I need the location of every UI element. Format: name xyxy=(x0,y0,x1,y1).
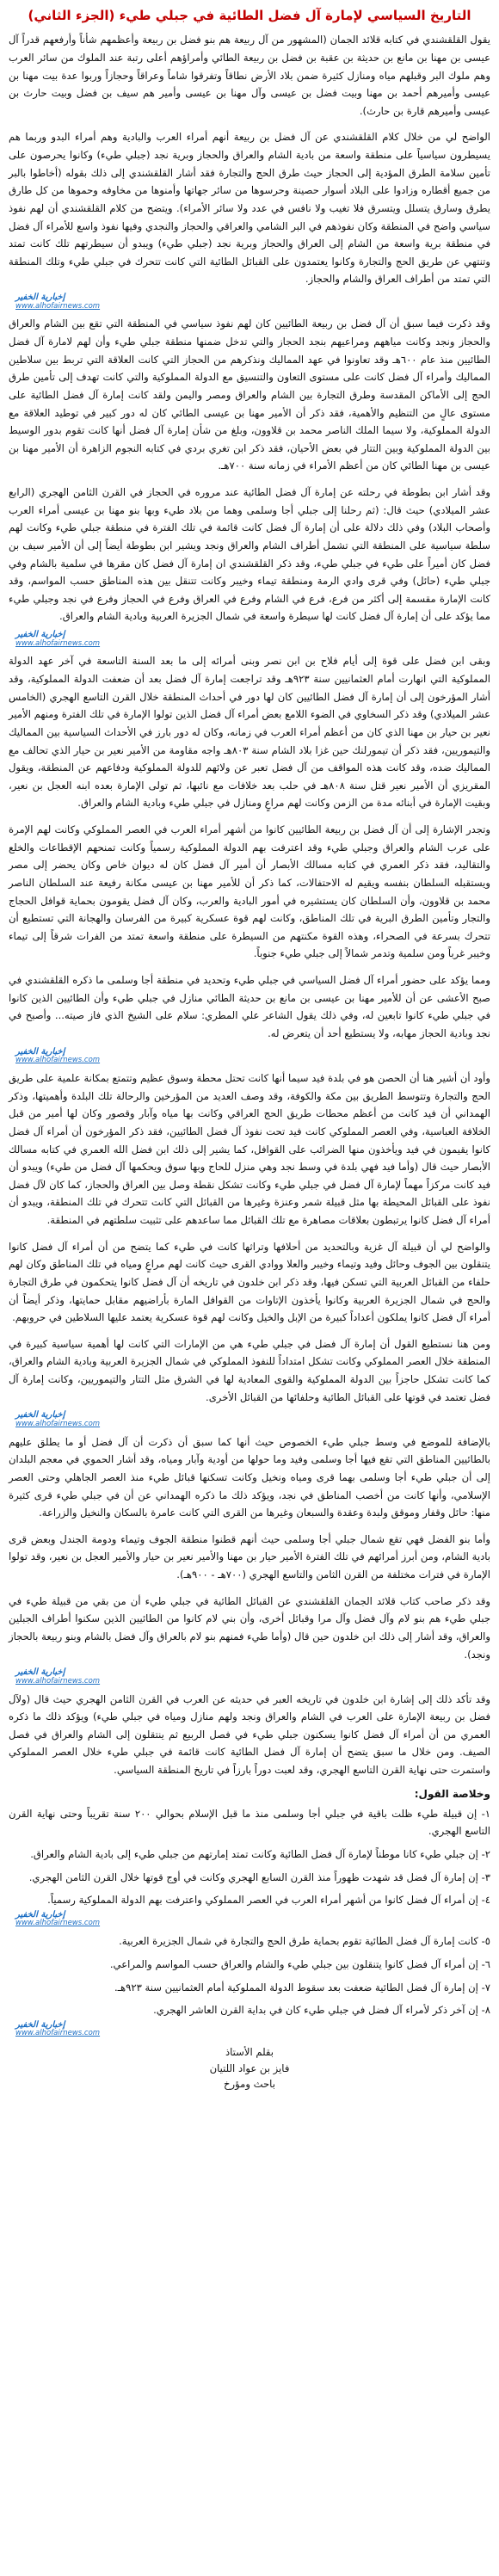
paragraph-2: الواضح لي من خلال كلام القلقشندي عن آل فضل بن ربيعة أنهم أمراء العرب والبادية وهم أمراء البدو وربما هم يسيطرون سياسياً على منطقة واسعة من بادية الشام والعراق والحجاز وبرية نجد (جبلي طيء) وكانوا يحرصون على تأمين سلامة الطرق المؤدية إلى الحجاز حيث طرق الحج والتجارة فقد أشار القلقشندي إلى ذلك بقوله (أخاطوا بالبر من جميع أقطاره وزادوا على البلاد أسوار حصينة وحرسوها من سائر جهاتها وأمنوها من مخاوفه وحموها من كل طارق يطرق وسارق يتسلل ويتسرق فلا تغيب ولا نافس في عدد ولا سائر الأمراء). ويتضح من كلام القلقشندي أن لهم نفوذ سياسي واضح في المنطقة وكان نفوذهم في البر الشامي والعراقي والحجاز والنجدي وفيها نفوذ واسع للأمراء آل فضل في منطقة برية واسعة من الشام إلى العراق والحجاز وبرية نجد (جبلي طيء) ويبدو أن سيطرتهم تلك كانت تمتد وتنتهي عن طريق الحج والتجارة وكانوا يعتمدون على القبائل الطائية التي كانت تتحرك في جبلي طيء وتلك المنطقة التي تمتد من أطراف العراق والشام والحجاز. xyxy=(9,131,490,286)
conclusion-item: ٣- إن إمارة آل فضل قد شهدت ظهوراً منذ القرن السابع الهجري وكانت في أوج قوتها خلال القرن الثامن الهجري. xyxy=(28,1870,490,1883)
watermark xyxy=(15,1048,490,1064)
watermark-arabic: إخبارية الخفير xyxy=(15,1909,65,1920)
conclusion-item: ٤- إن أمراء آل فضل كانوا من أشهر أمراء العرب في العصر المملوكي واعترفت بهم الدولة المملوكية رسمياً. xyxy=(47,1894,490,1907)
author-name: فايز بن عواد اللتيان xyxy=(209,2061,290,2074)
conclusion-item: ٦- إن أمراء آل فضل كانوا يتنقلون بين جبلي طيء والشام والعراق حسب المواسم والمراعي. xyxy=(109,1957,490,1970)
watermark-arabic: إخبارية الخفير xyxy=(15,1410,65,1420)
paragraph-11: بالإضافة للموضع في وسط جبلي طيء الخصوص حيث أنها كما سبق أن ذكرت أن آل فضل أو ما يطلق عليهم بالطائيين المناطق التي تقع فيها أجا وسلمى وفيد وما حولها من أودية وآبار ومياه، وقد أشار الحموي في معجم البلدان إلى أن جبلي طيء أجا وسلمى بهما قرى ومياه ونخيل وكانت تسكنها قبائل طيء منذ العصر الجاهلي وحتى العصر الإسلامي، وأنها كانت من أخصب المناطق في نجد، ويؤكد ذلك ما ذكره الهمداني عن أن في جبلي طيء قرى كثيرة منها: حائل وقفار وموقق ولبدة وعقدة والسبعان وغيرها من القرى التي كانت عامرة بالسكان والنخيل والزراعة. xyxy=(9,1435,490,1519)
author-role: باحث ومؤرخ xyxy=(224,2078,275,2091)
paragraph-4: وقد أشار ابن بطوطة في رحلته عن إمارة آل فضل الطائية عند مروره في الحجاز في القرن الثامن الهجري (الرابع عشر الميلادي) حيث قال: (ثم رحلنا إلى جبلي أجا وسلمى وهما من بلاد طيء وبها بنو مهنا بن عيسى أمراء العرب وأصحاب البلاد) وفي ذلك دلالة على أن إمارة آل فضل كانت قائمة في تلك الفترة في منطقة جبلي طيء وكانت لهم سلطة سياسية على المنطقة التي تشمل أطراف الشام والعراق ونجد ويشير ابن بطوطة أيضاً إلى أن الأمير سيف بن فضل كان أميراً على طيء في جبلي طيء، وقد ذكر القلقشندي ان إمارة آل فضل كان مقرها في سلمية بالشام وفي جبلي طيء (حائل) وفي قرى وادي الرمة ومنطقة تيماء وخيبر وكانت تتنقل بين هذه المناطق حسب المواسم، وقد كانت الإمارة مقسمة إلى أكثر من فرع، فرع في الشام وفرع في العراق وفرع في الحجاز وفرع في نجد وجبلي طيء مما يؤكد على أن إمارة آل فضل كانت لها سيطرة واسعة في شمال الجزيرة العربية وبادية الشام والعراق. xyxy=(9,486,490,623)
watermark xyxy=(15,631,490,647)
conclusion-title: وخلاصة القول: xyxy=(414,1787,490,1800)
watermark xyxy=(15,1668,490,1685)
watermark-url[interactable]: www.alhofairnews.com xyxy=(15,638,101,648)
watermark-arabic: إخبارية الخفير xyxy=(15,293,65,302)
watermark-arabic: إخبارية الخفير xyxy=(15,1046,65,1057)
paragraph-13: وقد ذكر صاحب كتاب قلائد الجمان القلقشندي عن القبائل الطائية في جبلي طيء أن من بقي من قبيلة طيء في جبلي طيء هم بنو لام وآل فضل وآل مرا وقبائل أخرى، وأن بني لام كانوا من الطائيين الذين سكنوا أطراف الجبلين والعراق، وقد أشار إلى ذلك ابن خلدون حين قال (وأما طيء فمنهم بنو لام بالعراق وآل فضل بالشام وبنو ربيعة بالحجاز ونجد). xyxy=(9,1594,490,1661)
signature-by: بقلم الأستاذ xyxy=(225,2046,274,2059)
paragraph-10: ومن هنا نستطيع القول أن إمارة آل فضل في جبلي طيء هي من الإمارات التي كانت لها أهمية سياسية كبيرة في المنطقة خلال العصر المملوكي وكانت تشكل امتداداً للنفوذ المملوكي في شمال الجزيرة العربية وبادية الشام والعراق، كما كانت تشكل حاجزاً بين الدولة المملوكية والقوى المعادية لها في الشرق مثل التتار والتيموريين، وكانت إمارة آل فضل تعتمد في قوتها على القبائل الطائية وحلفائها من القبائل الأخرى. xyxy=(9,1337,490,1403)
paragraph-14: وقد تأكد ذلك إلى إشارة ابن خلدون في تاريخه العبر في حديثه عن العرب في القرن الثامن الهجري حيث قال (ولآل فضل بن ربيعة الإمارة على العرب في الشام والعراق ونجد ولهم منازل ومياه في جبلي طيء) ويؤكد ذلك ما ذكره العمري من أن أمراء آل فضل كانوا يسكنون جبلي طيء في فصل الربيع ثم ينتقلون إلى الشام والعراق في فصل الصيف. ومن خلال ما سبق يتضح أن إمارة آل فضل الطائية كانت قائمة في جبلي طيء خلال العصر المملوكي واستمرت حتى نهاية القرن التاسع الهجري، وقد لعبت دوراً بارزاً في تاريخ المنطقة السياسي. xyxy=(9,1692,490,1777)
conclusion-item: ٢- إن جبلي طيء كانا موطناً لإمارة آل فضل الطائية وكانت تمتد إمارتهم من جبلي طيء إلى بادية الشام والعراق. xyxy=(30,1847,490,1860)
conclusion-item: ٨- إن آخر ذكر لأمراء آل فضل في جبلي طيء كان في بداية القرن العاشر الهجري. xyxy=(153,2004,490,2017)
watermark-url[interactable]: www.alhofairnews.com xyxy=(15,1056,101,1065)
conclusion-item: ٥- كانت إمارة آل فضل الطائية تقوم بحماية طرق الحج والتجارة في شمال الجزيرة العربية. xyxy=(119,1935,490,1948)
paragraph-1: يقول القلقشندي في كتابه قلائد الجمان (المشهور من آل ربيعة هم بنو فضل بن ربيعة وأعظمهم شأناً وأرفعهم قدراً آل عيسى بن مهنا بن مانع بن حديثة بن عقبة بن فضل بن ربيعة الطائي وأمراؤهم أعلى رتبة عند الملوك من سائر العرب وهم ملوك البر وقبلهم مياه ومنازل كثيرة ضمن بلاد الأرض نطاقاً وتفرقوا شاماً وعراقاً وحجازاً وربوا عدة بيت مهنا بن عيسى وأميرهم أحمد بن مهنا وبيت فضل بن عيسى وآل مهنا بن عيسى وأمير هم سيف بن فضل وبيت حارث بن عيسى وأميرهم قارة بن حارث). xyxy=(9,34,490,117)
watermark-arabic: إخبارية الخفير xyxy=(15,2019,65,2030)
paragraph-6: وتجدر الإشارة إلى أن آل فضل بن ربيعة الطائيين كانوا من أشهر أمراء العرب في العصر المملوكي وكانت لهم الإمرة على عرب الشام والعراق وجبلي طيء وقد اعترفت بهم الدولة المملوكية رسمياً وكانت تمنحهم الإقطاعات والخلع والتقاليد، فقد ذكر العمري في كتابه مسالك الأبصار أن أمير آل فضل كان له ديوان خاص وكان يحضر إلى مصر ويستقبله السلطان بنفسه ويقيم له الاحتفالات، كما ذكر أن للأمير مهنا بن عيسى مكانة رفيعة عند السلطان الناصر محمد بن قلاوون، وأن السلطان كان يستشيره في أمور البادية والعرب، وكان آل فضل يقومون بحماية قوافل الحجاج والتجار وتأمين الطرق البرية في تلك المناطق، وكانت لهم قوة عسكرية كبيرة من الفرسان والهجانة التي تستطيع أن تتحرك بسرعة في الصحراء، وهذه القوة مكنتهم من السيطرة على منطقة واسعة تمتد من الفرات شرقاً إلى تيماء وخيبر غرباً ومن سلمية وتدمر شمالاً إلى جبلي طيء جنوباً. xyxy=(9,823,490,960)
watermark xyxy=(15,293,490,310)
watermark-url[interactable]: www.alhofairnews.com xyxy=(15,301,101,311)
conclusion-item: ١- إن قبيلة طيء ظلت باقية في جبلي أجا وسلمى منذ ما قبل الإسلام بحوالي ٢٠٠ سنة تقريباً وحتى نهاية القرن التاسع الهجري. xyxy=(9,1807,490,1838)
watermark-url[interactable]: www.alhofairnews.com xyxy=(15,1676,101,1685)
watermark-arabic: إخبارية الخفير xyxy=(15,1667,65,1678)
conclusion-item: ٧- إن إمارة آل فضل الطائية ضعفت بعد سقوط الدولة المملوكية أمام العثمانيين سنة ٩٢٣هـ. xyxy=(114,1981,490,1994)
watermark xyxy=(15,2021,490,2037)
author-signature xyxy=(9,2044,490,2092)
paragraph-9: والواضح لي أن قبيلة آل غزية وبالتحديد من أحلافها وتراثها كانت في طيء كما يتضح من أن أمراء آل فضل كانوا يتنقلون بين الجوف وحائل وفيد وتيماء وخيبر والعلا ووادي القرى حيث كانت لهم مراعٍ ومياه في تلك المناطق وكان لهم حلفاء من القبائل العربية التي تسكن فيها، وقد ذكر ابن خلدون في تاريخه أن آل فضل كانوا يتحكمون في طرق التجارة والحج في شمال الجزيرة العربية وكانوا يأخذون الإتاوات من القوافل المارة بأراضيهم مقابل حمايتها، وذكر أيضاً أن أمراء آل فضل كانوا يملكون أعداداً كبيرة من الإبل والخيل وكانت لهم قوة عسكرية يعتمد عليها السلاطين في حروبهم. xyxy=(9,1240,490,1324)
article-title: التاريخ السياسي لإمارة آل فضل الطائية في جبلي طيء (الجزء الثاني) xyxy=(28,8,471,23)
paragraph-7: ومما يؤكد على حضور أمراء آل فضل السياسي في جبلي طيء وتحديد في منطقة أجا وسلمى ما ذكره القلقشندي في صبح الأعشى عن أن للأمير مهنا بن عيسى بن مانع بن حديثة الطائي منازل في جبلي طيء وأن الطائيين الذين كانوا في جبلي طيء كانوا تابعين له، وفي ذلك يقول الشاعر علي المطري: سلام على الشيخ الذي فاز صيته... وأصبح في نجد وبادية الحجاز مهابه، ولا يستطيع أحد أن يتعرض له. xyxy=(9,974,490,1039)
watermark xyxy=(15,1411,490,1427)
paragraph-3: وقد ذكرت فيما سبق أن آل فضل بن ربيعة الطائيين كان لهم نفوذ سياسي في المنطقة التي تقع بين الشام والعراق والحجاز ونجد وكانت مياههم ومراعيهم بنجد الحجاز والتي تدخل ضمنها منطقة جبلي طيء وأن لهم لامارة آل فضل الطائيين منذ عام ٦٠٠هـ وقد تعاونوا في عهد المماليك ونذكرهم من الحجاز التي كانت العلاقة التي تربط بين سلاطين المماليك وأمراء آل فضل كانت على مستوى التعاون والتنسيق مع الدولة المملوكية والتي كانت تهدف إلى تأمين طرق الحج إلى الأماكن المقدسة وطرق التجارة بين الشام والعراق ومصر واليمن ولقد كانت إمارة آل فضل الطائية على مستوى عالٍ من التنظيم والأهمية، فقد ذكر أن الأمير مهنا بن عيسى الطائي كان له دور كبير في توطيد العلاقة مع الدولة المملوكية، ولا سيما الملك الناصر محمد بن قلاوون، وبلغ من شأن إمارة آل فضل أنها كانت تقوم بدور الوسيط بين الدولة المملوكية وبين التتار في بعض الأحيان، فقد ذكر ابن تغري بردي في كتابه النجوم الزاهرة أن الأمير مهنا بن عيسى بن مهنا الطائي كان من أعظم الأمراء في زمانه سنة ٧٠٠هـ. xyxy=(9,317,491,472)
watermark-url[interactable]: www.alhofairnews.com xyxy=(15,2029,101,2038)
paragraph-8: وأود أن أشير هنا أن الحصن هو في بلدة فيد سيما أنها كانت تحتل محطة وسوق عظيم وتتمتع بمكانة علمية على طريق الحج والتجارة وتتوسط الطريق بين مكة والكوفة، وقد وصف العديد من المؤرخين والرحالة تلك البلدة وأهميتها، وذكر الهمداني أن فيد كانت من أعظم محطات طريق الحج العراقي وكانت بها مياه وآبار وقصور وكان لها أمير من قبل الخلافة العباسية، وفي العصر المملوكي كانت فيد تحت نفوذ آل فضل الطائيين، فقد ذكر المؤرخون أن أمراء آل فضل كانوا يقيمون في فيد ويأخذون منها الضرائب على القوافل، كما يشير إلى ذلك ابن فضل الله العمري في كتابه مسالك الأبصار حيث قال (وأما فيد فهي بلدة في وسط نجد وهي منزل للحاج وبها سوق ويحكمها آل فضل من طيء) ويبدو أن فيد كانت مركزاً مهماً لإمارة آل فضل في جبلي طيء وكانت تشكل نقطة وصل بين العراق والحجاز، كما كان لآل فضل نفوذ على القبائل المحيطة بها مثل قبيلة شمر وعنزة وغيرها من القبائل التي كانت تتحرك في تلك المنطقة، ويبدو أن أمراء آل فضل كانوا يرتبطون بعلاقات مصاهرة مع تلك القبائل مما ساعدهم على تثبيت سلطتهم في المنطقة. xyxy=(9,1072,490,1227)
watermark-arabic: إخبارية الخفير xyxy=(15,630,65,640)
watermark-url[interactable]: www.alhofairnews.com xyxy=(15,1919,101,1928)
watermark xyxy=(15,1911,490,1927)
paragraph-5: وبقى ابن فضل على قوة إلى أيام فلاح بن ابن نصر وبنى أمرائه إلى ما بعد السنة التاسعة في آخر عهد الدولة المملوكية التي انهارت أمام العثمانيين سنة ٩٢٣هـ وقد تراجعت إمارة آل فضل بعد أن ضعفت الدولة المملوكية، وقد أشار المؤرخون إلى أن إمارة آل فضل الطائيين كان لها دور في أحداث المنطقة خلال القرن التاسع الهجري (الخامس عشر الميلادي) وقد ذكر السخاوي في الضوء اللامع بعض أمراء آل فضل الذين تولوا الإمارة في تلك الفترة ومنهم الأمير نعير بن حيار بن مهنا الذي كان من أعظم أمراء العرب في زمانه، وكان له دور بارز في الأحداث السياسية بين المماليك والتيموريين، فقد ذكر أن تيمورلنك حين غزا بلاد الشام سنة ٨٠٣هـ واجه مقاومة من الأمير نعير بن حيار الذي تحالف مع المماليك ضده، وقد كانت هذه المواقف من آل فضل تعبر عن ولائهم للدولة المملوكية ودفاعهم عن المنطقة، ويقول المقريزي أن الأمير نعير قتل سنة ٨٠٨هـ في حلب بعد خلافات مع نائبها، ثم تولى الإمارة بعده ابنه العجل بن نعير، وبقيت الإمارة في أبنائه مدة من الزمن وكانت لهم مراعٍ ومنازل في جبلي طيء وبادية الشام والعراق. xyxy=(9,655,490,810)
paragraph-12: وأما بنو الفضل فهي تقع شمال جبلي أجا وسلمى حيث أنهم قطنوا منطقة الجوف وتيماء ودومة الجندل وبعض قرى بادية الشام، ومن أبرز أمرائهم في تلك الفترة الأمير حيار بن مهنا والأمير نعير بن حيار والأمير العجل بن نعير، وقد تولوا الإمارة في فترات مختلفة من القرن الثامن والتاسع الهجري (٧٠٠هـ - ٩٠٠هـ). xyxy=(9,1532,490,1581)
watermark-url[interactable]: www.alhofairnews.com xyxy=(15,1419,101,1428)
